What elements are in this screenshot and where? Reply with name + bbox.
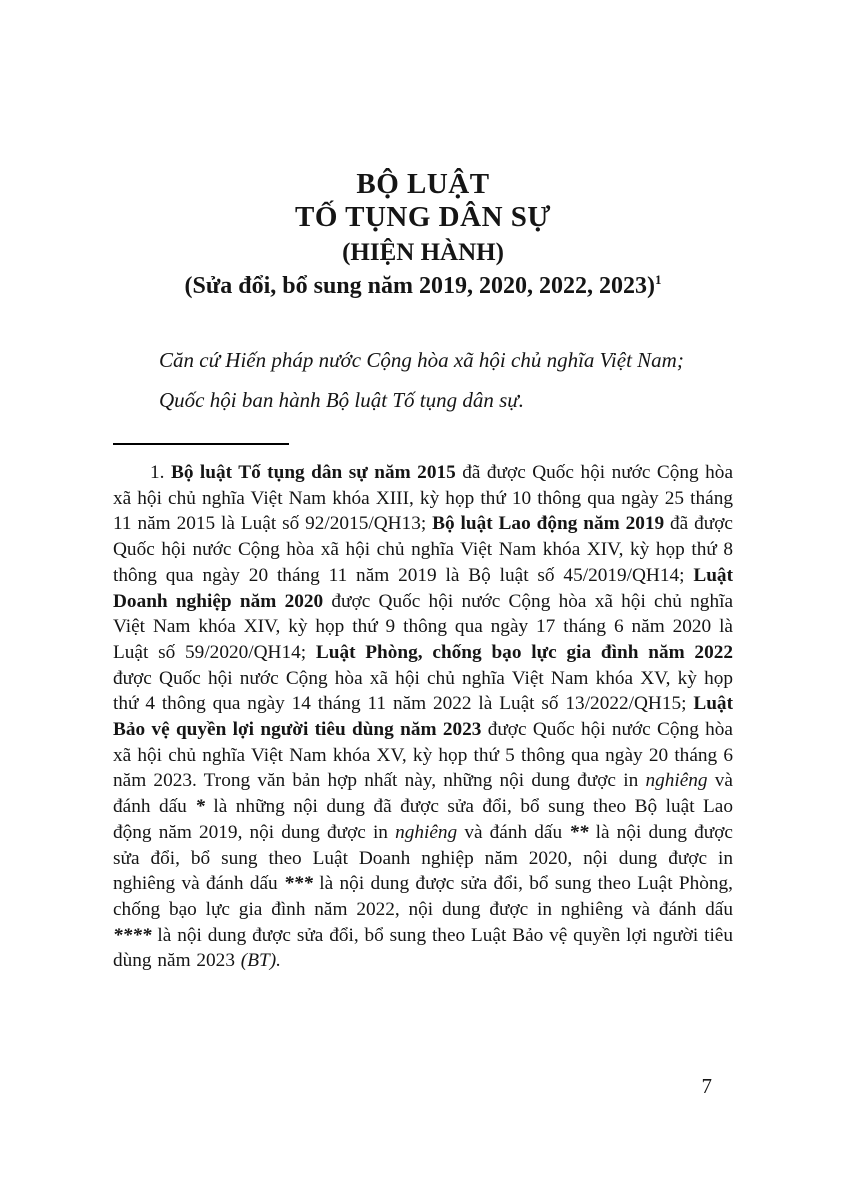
document-title-status: (HIỆN HÀNH)	[342, 239, 504, 266]
footnote-reference-marker: 1	[654, 272, 662, 287]
footnote-segment: đã được Quốc hội nước Cộng hòa xã hội chủ nghĩa Việt Nam khóa XIV, kỳ họp thứ 8 thông qua ngày 20 tháng 11 năm 2019 là Bộ luật số 45/2019/QH14;	[113, 513, 733, 586]
footnote-segment: 1.	[150, 462, 171, 483]
footnote-segment: *	[195, 796, 205, 818]
amendments-text: (Sửa đổi, bổ sung năm 2019, 2020, 2022, 2023)	[184, 273, 655, 299]
preamble-line-1: Căn cứ Hiến pháp nước Cộng hòa xã hội chủ nghĩa Việt Nam;	[159, 348, 684, 372]
footnote-segment: **	[569, 821, 589, 843]
title-block	[113, 168, 733, 301]
footnote-segment: Luật Bảo vệ quyền lợi người tiêu dùng năm 2023	[113, 693, 733, 741]
footnote-segment: và đánh dấu	[113, 770, 733, 818]
document-title-amendments	[113, 271, 733, 301]
footnote-segment: được Quốc hội nước Cộng hòa xã hội chủ nghĩa Việt Nam khóa XV, kỳ họp thứ 4 thông qua ngày 14 tháng 11 năm 2022 là Luật số 13/2022/QH15;	[113, 667, 733, 715]
document-title-line1: BỘ LUẬT	[356, 168, 490, 200]
page-number: 7	[701, 1074, 712, 1098]
footnote-separator-rule	[113, 443, 289, 445]
footnote-segment: là nội dung được sửa đổi, bổ sung theo Luật Bảo vệ quyền lợi người tiêu dùng năm 2023	[113, 924, 733, 972]
page-content	[113, 0, 733, 974]
footnote-segment: Luật Phòng, chống bạo lực gia đình năm 2022	[315, 641, 733, 663]
footnote-segment: nghiêng	[645, 770, 708, 792]
footnote-segment: Bộ luật Lao động năm 2019	[432, 513, 665, 535]
footnote-segment: ***	[284, 873, 313, 895]
footnote-segment: ****	[113, 924, 152, 946]
footnote-segment: nghiêng	[395, 821, 458, 843]
footnote-segment: là những nội dung đã được sửa đổi, bổ sung theo Bộ luật Lao động năm 2019, nội dung được in	[113, 796, 734, 843]
footnote-segment: Bộ luật Tố tụng dân sự năm 2015	[170, 462, 456, 483]
footnote-segment: đã được Quốc hội nước Cộng hòa xã hội chủ nghĩa Việt Nam khóa XIII, kỳ họp thứ 10 thông qua ngày 25 tháng 11 năm 2015 là Luật số 92/2015/QH13;	[113, 462, 734, 535]
footnote-segment: là nội dung được sửa đổi, bổ sung theo Luật Phòng, chống bạo lực gia đình năm 2022, nội dung được in nghiêng và đánh dấu	[113, 873, 733, 920]
footnote-segment: là nội dung được sửa đổi, bổ sung theo Luật Doanh nghiệp năm 2020, nội dung được in nghiêng và đánh dấu	[113, 821, 733, 895]
footnote-segment: (BT).	[240, 950, 281, 972]
footnote-segment: và đánh dấu	[457, 821, 570, 843]
preamble-line-2: Quốc hội ban hành Bộ luật Tố tụng dân sự.	[159, 388, 524, 412]
document-title-line2: TỐ TỤNG DÂN SỰ	[295, 201, 551, 233]
footnote-segment: được Quốc hội nước Cộng hòa xã hội chủ nghĩa Việt Nam khóa XIV, kỳ họp thứ 9 thông qua ngày 17 tháng 6 năm 2020 là Luật số 59/2020/QH14;	[113, 590, 733, 663]
footnote-segment: được Quốc hội nước Cộng hòa xã hội chủ nghĩa Việt Nam khóa XV, kỳ họp thứ 5 thông qua ngày 20 tháng 6 năm 2023. Trong văn bản hợp nhất này, những nội dung được in	[113, 719, 733, 792]
preamble	[113, 347, 733, 413]
footnote-segment: Luật Doanh nghiệp năm 2020	[113, 564, 733, 612]
footnote-text	[113, 460, 733, 974]
